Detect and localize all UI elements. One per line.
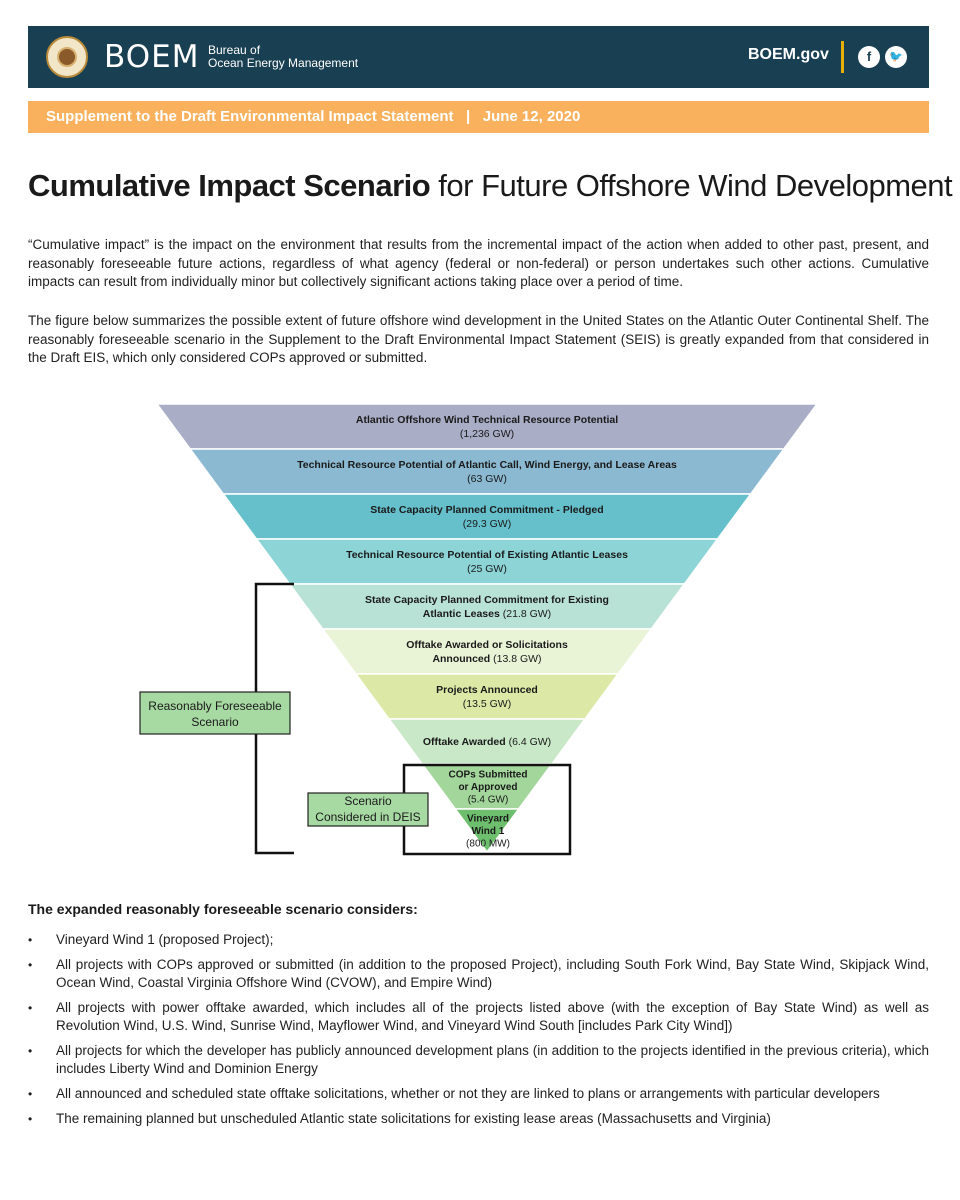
subtitle-bar bbox=[28, 101, 929, 133]
list-item: • Vineyard Wind 1 (proposed Project); bbox=[28, 931, 929, 949]
bureau-name bbox=[208, 44, 378, 70]
funnel-level-2 bbox=[190, 449, 784, 494]
cumulative-scenario-funnel bbox=[0, 395, 960, 865]
title-normal: for Future Offshore Wind Development bbox=[430, 168, 953, 203]
intro-paragraph-1: “Cumulative impact” is the impact on the environment that results from the incremental impact of the action when added to other past, present, and reasonably foreseeable future actions, regardless of what agency (federal or non-federal) or person undertakes such other actions. Cumulative impacts can result from individually minor but collectively significant actions taking place over a period of time. bbox=[28, 237, 929, 289]
list-item: • All projects with COPs approved or submitted (in addition to the proposed Project), including South Fork Wind, Bay State Wind, Skipjack Wind, Ocean Wind, Coastal Virginia Offshore Wind (CVOW), and Empire Wind) bbox=[28, 956, 929, 992]
boem-gov-link[interactable]: BOEM.gov bbox=[748, 46, 829, 63]
boem-logo: BOEM bbox=[104, 39, 200, 75]
funnel-level-label: or Approved bbox=[458, 782, 518, 793]
deis-label-text: Considered in DEIS bbox=[315, 810, 421, 824]
funnel-level-label: State Capacity Planned Commitment - Pledged bbox=[370, 504, 604, 516]
list-item: • All projects for which the developer has publicly announced development plans (in addition to the projects identified in the previous criteria), which includes Liberty Wind and Dominion Energy bbox=[28, 1042, 929, 1078]
funnel-level-label: Wind 1 bbox=[471, 826, 505, 837]
funnel-level-3 bbox=[223, 494, 750, 539]
funnel-level-5 bbox=[290, 584, 685, 629]
deis-label-text: Scenario bbox=[344, 794, 392, 808]
funnel-level-label: (25 GW) bbox=[467, 563, 507, 575]
funnel-level-7 bbox=[356, 674, 618, 719]
funnel-level-label: (63 GW) bbox=[467, 473, 507, 485]
funnel-level-label: State Capacity Planned Commitment for Existing bbox=[365, 594, 609, 606]
funnel-level-label: Offtake Awarded or Solicitations bbox=[406, 639, 568, 651]
list-item: • All projects with power offtake awarded, which includes all of the projects listed above (with the exception of Bay State Wind) as well as Revolution Wind, U.S. Wind, Sunrise Wind, Mayflower Wind, and Vineyard Wind South [includes Park City Wind]) bbox=[28, 999, 929, 1035]
funnel-level-label: Atlantic Leases (21.8 GW) bbox=[422, 608, 552, 620]
funnel-level-label: COPs Submitted bbox=[448, 769, 528, 781]
title-bold: Cumulative Impact Scenario bbox=[28, 168, 431, 203]
bureau-line-1: Bureau of bbox=[208, 43, 261, 57]
funnel-level-label: Vineyard bbox=[466, 813, 510, 825]
list-item: • All announced and scheduled state offtake solicitations, whether or not they are linked to plans or arrangements with particular developers bbox=[28, 1085, 929, 1103]
funnel-level-label: (29.3 GW) bbox=[462, 518, 512, 530]
funnel-level-label: Announced (13.8 GW) bbox=[432, 653, 542, 665]
twitter-icon[interactable]: 🐦 bbox=[885, 46, 907, 68]
funnel-level-label: Technical Resource Potential of Atlantic Call, Wind Energy, and Lease Areas bbox=[297, 459, 677, 471]
list-item: • The remaining planned but unscheduled Atlantic state solicitations for existing lease areas (Massachusetts and Virginia) bbox=[28, 1110, 929, 1128]
subtitle-text: Supplement to the Draft Environmental Impact Statement | June 12, 2020 bbox=[46, 108, 581, 125]
header-bar bbox=[28, 26, 929, 88]
funnel-level-label: (800 MW) bbox=[466, 838, 510, 850]
funnel-level-label: (1,236 GW) bbox=[459, 428, 515, 440]
rfs-label-text: Reasonably Foreseeable bbox=[148, 699, 282, 713]
rfs-label-text: Scenario bbox=[191, 715, 239, 729]
funnel-level-label: Projects Announced bbox=[436, 684, 538, 696]
funnel-level-label: Atlantic Offshore Wind Technical Resource Potential bbox=[355, 414, 619, 426]
facebook-icon[interactable]: f bbox=[858, 46, 880, 68]
header-divider bbox=[841, 41, 844, 73]
funnel-level-label: Technical Resource Potential of Existing Atlantic Leases bbox=[346, 549, 628, 561]
funnel-level-label: Offtake Awarded (6.4 GW) bbox=[422, 736, 552, 748]
funnel-level-1 bbox=[157, 404, 817, 449]
funnel-level-6 bbox=[323, 629, 652, 674]
section-heading: The expanded reasonably foreseeable scenario considers: bbox=[28, 901, 418, 917]
funnel-level-label: (13.5 GW) bbox=[462, 698, 512, 710]
intro-paragraph-2: The figure below summarizes the possible extent of future offshore wind development in the United States on the Atlantic Outer Continental Shelf. The reasonably foreseeable scenario in the Supplement to the Draft Environmental Impact Statement (SEIS) is greatly expanded from that considered in the Draft EIS, which only considered COPs approved or submitted. bbox=[28, 313, 929, 365]
bureau-line-2: Ocean Energy Management bbox=[208, 56, 359, 70]
page-title bbox=[28, 166, 952, 206]
funnel-level-label: (5.4 GW) bbox=[467, 794, 509, 806]
scenario-bullet-list bbox=[28, 931, 929, 1135]
funnel-level-4 bbox=[256, 539, 717, 584]
department-seal-icon bbox=[46, 36, 88, 78]
